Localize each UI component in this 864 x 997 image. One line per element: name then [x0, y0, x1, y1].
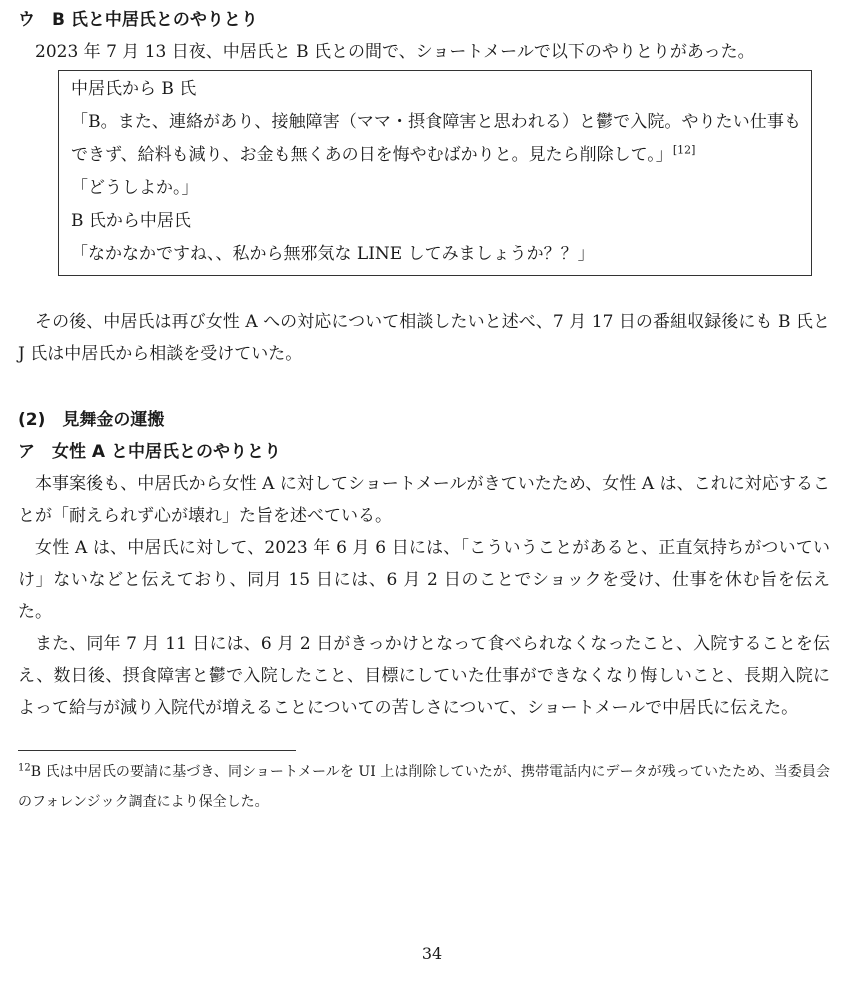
section-2-heading: (2) 見舞金の運搬 — [18, 410, 165, 430]
section-u-after-paragraph: その後、中居氏は再び女性 A への対応について相談したいと述べ、7 月 17 日の番組収録後にも B 氏と J 氏は中居氏から相談を受けていた。 — [18, 312, 830, 364]
page-number: 34 — [421, 944, 443, 963]
quote-message-line-2: 「なかなかですね、、私から無邪気な LINE してみましょうか？？」 — [71, 244, 595, 264]
document-page — [18, 4, 830, 817]
footnote-divider — [18, 750, 296, 751]
footnote-text: B 氏は中居氏の要請に基づき、同ショートメールを UI 上は削除していたが、携帯電話内にデータが残っていたため、当委員会のフォレンジック調査により保全した。 — [18, 764, 830, 810]
quote-sender-line: 中居氏から B 氏 — [71, 79, 197, 99]
section-2-paragraph-3: また、同年 7 月 11 日には、6 月 2 日がきっかけとなって食べられなくなったこと、入院することを伝え、数日後、摂食障害と鬱で入院したこと、目標にしていた仕事ができなくなり悔しいこと、長期入院によって給与が減り入院代が増えることについての苦しさについて、ショートメールで中居氏に伝えた。 — [18, 634, 830, 718]
section-u-paragraph: 2023 年 7 月 13 日夜、中居氏と B 氏との間で、ショートメールで以下のやりとりがあった。 — [35, 42, 755, 62]
quote-message-line — [71, 106, 801, 172]
quote-reply-line: 「どうしよか。」 — [71, 178, 199, 198]
footnote-number: 12 — [18, 762, 31, 774]
section-2-paragraph-2: 女性 A は、中居氏に対して、2023 年 6 月 6 日には、「こういうことがあると、正直気持ちがついていけ」ないなどと伝えており、同月 15 日には、6 月 2 日のことでショックを受け、仕事を休む旨を伝えた。 — [18, 538, 830, 622]
footnote-reference: [12] — [672, 143, 696, 157]
quote-message-text: 「B。また、連絡があり、接触障害（ママ・摂食障害と思われる）と鬱で入院。やりたい仕事もできず、給料も減り、お金も無くあの日を悔やむばかりと。見たら削除して。」 — [71, 112, 801, 165]
section-2-paragraph-1: 本事案後も、中居氏から女性 A に対してショートメールがきていたため、女性 A は、これに対応することが「耐えられず心が壊れ」た旨を述べている。 — [18, 474, 830, 526]
section-u-heading: ウ B 氏と中居氏とのやりとり — [18, 10, 258, 30]
footnote — [18, 757, 830, 817]
quote-box — [58, 70, 812, 276]
quote-sender-line-2: B 氏から中居氏 — [71, 211, 191, 231]
section-2-sub-heading: ア 女性 A と中居氏とのやりとり — [18, 442, 281, 462]
